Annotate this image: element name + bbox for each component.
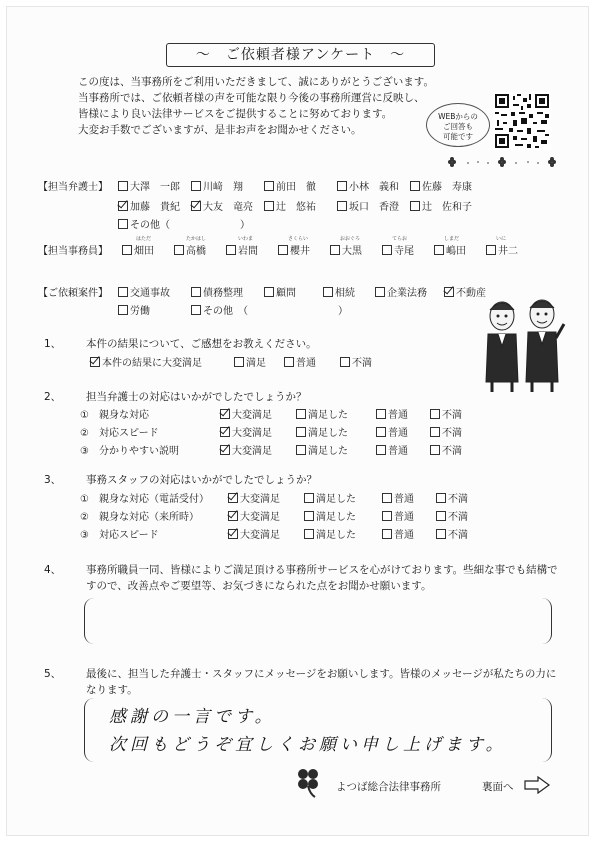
checkbox[interactable] (444, 287, 454, 297)
q5-answer-line: 感謝の一言です。 (109, 707, 276, 727)
option-label: 大変満足 (232, 446, 272, 457)
bubble-line: WEBからの (438, 112, 478, 121)
q3-option[interactable] (382, 526, 414, 541)
checkbox[interactable] (118, 201, 128, 211)
staff-section-label: 【担当事務員】 (38, 246, 108, 257)
checkbox[interactable] (228, 529, 238, 539)
case-option[interactable] (118, 284, 170, 299)
option-label: 辻 佐和子 (422, 202, 472, 213)
option-label: 普通 (296, 358, 316, 369)
checkbox[interactable] (337, 181, 347, 191)
option-label: 大変満足 (240, 512, 280, 523)
checkbox[interactable] (436, 493, 446, 503)
checkbox[interactable] (122, 245, 132, 255)
web-answer-bubble (426, 103, 490, 147)
checkbox[interactable] (330, 245, 340, 255)
checkbox[interactable] (430, 409, 440, 419)
lawyer-option[interactable] (337, 198, 399, 213)
q2-option[interactable] (430, 442, 462, 457)
lawyer-option[interactable] (264, 178, 316, 193)
q3-option[interactable] (436, 490, 468, 505)
checkbox[interactable] (375, 287, 385, 297)
firm-logo-clover-icon (291, 766, 331, 798)
checkbox[interactable] (486, 245, 496, 255)
option-label: 満足した (316, 494, 356, 505)
checkbox[interactable] (174, 245, 184, 255)
option-label: 小林 義和 (349, 182, 399, 193)
case-section-label: 【ご依頼案件】 (38, 288, 108, 299)
checkbox[interactable] (234, 357, 244, 367)
checkbox[interactable] (382, 529, 392, 539)
q5-answer-line: 次回もどうぞ宜しくお願い申し上げます。 (109, 735, 507, 755)
option-label: 坂口 香澄 (349, 202, 399, 213)
bubble-line: 可能です (443, 132, 473, 141)
firm-name: よつば総合法律事務所 (336, 781, 441, 793)
option-label: 大変満足 (240, 494, 280, 505)
case-option[interactable] (264, 284, 296, 299)
q2-option[interactable] (376, 442, 408, 457)
question-number: 5、 (44, 668, 62, 680)
q4-answer-box[interactable] (84, 598, 552, 644)
lawyer-option[interactable] (410, 198, 472, 213)
intro-line: 皆様により良い法律サービスをご提供することに努めております。 (78, 108, 393, 120)
q5-answer-box[interactable] (84, 698, 552, 762)
q2-row-label: ① 親身な対応 (80, 410, 149, 421)
q3-row-label: ② 親身な対応（来所時） (80, 512, 199, 523)
staff-option[interactable] (278, 242, 310, 257)
clover-decoration-icon (438, 154, 568, 170)
option-label: 前田 徹 (276, 182, 316, 193)
bubble-line: ご回答も (443, 122, 473, 131)
checkbox[interactable] (118, 181, 128, 191)
arrow-right-icon[interactable] (524, 776, 550, 794)
option-label: 満足した (308, 428, 348, 439)
question-number: 1、 (44, 338, 62, 350)
option-label: 井二 (498, 246, 518, 257)
staff-option[interactable] (434, 242, 466, 257)
q3-option[interactable] (304, 508, 356, 523)
q2-option[interactable] (220, 406, 272, 421)
lawyer-option[interactable] (264, 198, 316, 213)
case-option[interactable] (191, 302, 348, 317)
checkbox[interactable] (382, 511, 392, 521)
checkbox[interactable] (191, 287, 201, 297)
checkbox[interactable] (220, 427, 230, 437)
staff-option[interactable] (330, 242, 362, 257)
question-text: 事務所職員一同、皆様によりご満足頂ける事務所サービスを心がけております。些細な事でも結構で (86, 564, 558, 576)
checkbox[interactable] (430, 445, 440, 455)
checkbox[interactable] (340, 357, 350, 367)
option-label: 満足した (308, 446, 348, 457)
checkbox[interactable] (191, 305, 201, 315)
next-page-label[interactable]: 裏面へ (482, 781, 514, 793)
option-label: 普通 (394, 530, 414, 541)
option-label: 普通 (388, 446, 408, 457)
checkbox[interactable] (323, 287, 333, 297)
q3-row-label: ③ 対応スピード (80, 530, 159, 541)
option-label: 満足 (246, 358, 266, 369)
option-label: 不動産 (456, 288, 486, 299)
option-label: 畑田 (134, 246, 154, 257)
option-label: 佐藤 寿康 (422, 182, 472, 193)
lawyer-option[interactable] (118, 178, 180, 193)
option-label: 普通 (394, 512, 414, 523)
checkbox[interactable] (118, 219, 128, 229)
staff-ruby: おおぐろ (340, 236, 361, 242)
q3-option[interactable] (304, 490, 356, 505)
lawyer-section-label: 【担当弁護士】 (38, 182, 108, 193)
case-option[interactable] (375, 284, 427, 299)
staff-ruby: しまだ (444, 236, 460, 242)
question-number: 2、 (44, 391, 62, 403)
checkbox[interactable] (220, 409, 230, 419)
q2-option[interactable] (376, 424, 408, 439)
lawyer-option[interactable] (410, 178, 472, 193)
checkbox[interactable] (436, 511, 446, 521)
q1-option[interactable] (90, 354, 202, 369)
option-label: 債務整理 (203, 288, 243, 299)
lawyer-option[interactable] (191, 198, 253, 213)
intro-line: 大変お手数でございますが、是非お声をお聞かせください。 (78, 124, 362, 136)
case-option[interactable] (191, 284, 243, 299)
checkbox[interactable] (278, 245, 288, 255)
option-label: 不満 (442, 446, 462, 457)
checkbox[interactable] (226, 245, 236, 255)
checkbox[interactable] (382, 493, 392, 503)
qr-code-icon[interactable] (493, 92, 551, 150)
q2-option[interactable] (430, 406, 462, 421)
option-label: 普通 (394, 494, 414, 505)
checkbox[interactable] (430, 427, 440, 437)
option-label: 顧問 (276, 288, 296, 299)
q3-option[interactable] (436, 526, 468, 541)
case-option[interactable] (118, 302, 150, 317)
q2-option[interactable] (296, 406, 348, 421)
q2-option[interactable] (376, 406, 408, 421)
q3-option[interactable] (228, 526, 280, 541)
lawyer-option[interactable] (118, 198, 180, 213)
option-label: 不満 (352, 358, 372, 369)
checkbox[interactable] (228, 493, 238, 503)
q3-row-label: ① 親身な対応（電話受付） (80, 494, 209, 505)
intro-line: 当事務所では、ご依頼者様の声を可能な限り今後の事務所運営に反映し、 (78, 92, 425, 104)
checkbox[interactable] (376, 427, 386, 437)
checkbox[interactable] (304, 529, 314, 539)
question-number: 4、 (44, 564, 62, 576)
checkbox[interactable] (264, 201, 274, 211)
q2-option[interactable] (430, 424, 462, 439)
q3-option[interactable] (304, 526, 356, 541)
checkbox[interactable] (410, 181, 420, 191)
q1-option[interactable] (340, 354, 372, 369)
checkbox[interactable] (304, 493, 314, 503)
option-label: 満足した (308, 410, 348, 421)
option-label: 本件の結果に大変満足 (102, 358, 202, 369)
option-label: 不満 (448, 512, 468, 523)
q2-option[interactable] (220, 442, 272, 457)
option-label: 大変満足 (232, 428, 272, 439)
option-label: 寺尾 (394, 246, 414, 257)
option-label: 相続 (335, 288, 355, 299)
option-label: 大黒 (342, 246, 362, 257)
checkbox[interactable] (337, 201, 347, 211)
option-label: 川﨑 翔 (203, 182, 243, 193)
option-label: その他（ ） (130, 220, 250, 231)
checkbox[interactable] (304, 511, 314, 521)
staff-illustration-icon (476, 294, 568, 394)
option-label: 大友 竜亮 (203, 202, 253, 213)
q3-option[interactable] (382, 508, 414, 523)
option-label: その他 （ ） (203, 306, 348, 317)
option-label: 嶋田 (446, 246, 466, 257)
checkbox[interactable] (191, 181, 201, 191)
checkbox[interactable] (376, 409, 386, 419)
option-label: 加藤 貴紀 (130, 202, 180, 213)
option-label: 大変満足 (240, 530, 280, 541)
lawyer-other-option[interactable] (118, 216, 250, 231)
checkbox[interactable] (376, 445, 386, 455)
option-label: 不満 (448, 530, 468, 541)
checkbox[interactable] (436, 529, 446, 539)
checkbox[interactable] (296, 445, 306, 455)
q2-option[interactable] (296, 424, 348, 439)
q2-option[interactable] (220, 424, 272, 439)
checkbox[interactable] (191, 201, 201, 211)
intro-line: この度は、当事務所をご利用いただきまして、誠にありがとうございます。 (78, 76, 434, 88)
option-label: 櫻井 (290, 246, 310, 257)
checkbox[interactable] (228, 511, 238, 521)
staff-ruby: はただ (136, 236, 152, 242)
q3-option[interactable] (436, 508, 468, 523)
staff-ruby: いわま (238, 236, 254, 242)
staff-option[interactable] (486, 242, 518, 257)
q3-option[interactable] (382, 490, 414, 505)
option-label: 不満 (442, 410, 462, 421)
option-label: 高橋 (186, 246, 206, 257)
q1-option[interactable] (234, 354, 266, 369)
q2-row-label: ② 対応スピード (80, 428, 159, 439)
question-text: 事務スタッフの対応はいかがでしたでしょうか？ (86, 474, 317, 486)
staff-ruby: たかはし (186, 236, 207, 242)
question-text: 本件の結果について、ご感想をお教えください。 (86, 338, 317, 350)
checkbox[interactable] (296, 409, 306, 419)
checkbox[interactable] (90, 357, 100, 367)
option-label: 岩間 (238, 246, 258, 257)
option-label: 企業法務 (387, 288, 427, 299)
checkbox[interactable] (220, 445, 230, 455)
staff-ruby: てらお (392, 236, 408, 242)
question-number: 3、 (44, 474, 62, 486)
lawyer-option[interactable] (191, 178, 243, 193)
checkbox[interactable] (284, 357, 294, 367)
survey-sheet (6, 6, 589, 836)
q3-option[interactable] (228, 508, 280, 523)
q2-option[interactable] (296, 442, 348, 457)
q1-option[interactable] (284, 354, 316, 369)
option-label: 普通 (388, 428, 408, 439)
checkbox[interactable] (382, 245, 392, 255)
staff-option[interactable] (122, 242, 154, 257)
checkbox[interactable] (264, 181, 274, 191)
question-text: すので、改善点やご要望等、お気づきになられた点をお聞かせ願います。 (86, 580, 432, 592)
question-text: なります。 (86, 684, 138, 696)
option-label: 労働 (130, 306, 150, 317)
checkbox[interactable] (118, 305, 128, 315)
question-text: 担当弁護士の対応はいかがでしたでしょうか？ (86, 391, 307, 403)
option-label: 大澤 一郎 (130, 182, 180, 193)
q3-option[interactable] (228, 490, 280, 505)
option-label: 不満 (442, 428, 462, 439)
staff-option[interactable] (174, 242, 206, 257)
option-label: 不満 (448, 494, 468, 505)
checkbox[interactable] (410, 201, 420, 211)
option-label: 満足した (316, 512, 356, 523)
checkbox[interactable] (118, 287, 128, 297)
checkbox[interactable] (296, 427, 306, 437)
checkbox[interactable] (264, 287, 274, 297)
page-title: ～ ご依頼者様アンケート ～ (166, 43, 435, 67)
case-option[interactable] (323, 284, 355, 299)
q2-row-label: ③ 分かりやすい説明 (80, 446, 179, 457)
staff-ruby: さくらい (288, 236, 309, 242)
option-label: 満足した (316, 530, 356, 541)
staff-option[interactable] (226, 242, 258, 257)
option-label: 辻 悠祐 (276, 202, 316, 213)
option-label: 交通事故 (130, 288, 170, 299)
lawyer-option[interactable] (337, 178, 399, 193)
staff-ruby: いに (496, 236, 507, 242)
question-text: 最後に、担当した弁護士・スタッフにメッセージをお願いします。皆様のメッセージが私たちの力に (86, 668, 557, 680)
checkbox[interactable] (434, 245, 444, 255)
staff-option[interactable] (382, 242, 414, 257)
option-label: 普通 (388, 410, 408, 421)
option-label: 大変満足 (232, 410, 272, 421)
